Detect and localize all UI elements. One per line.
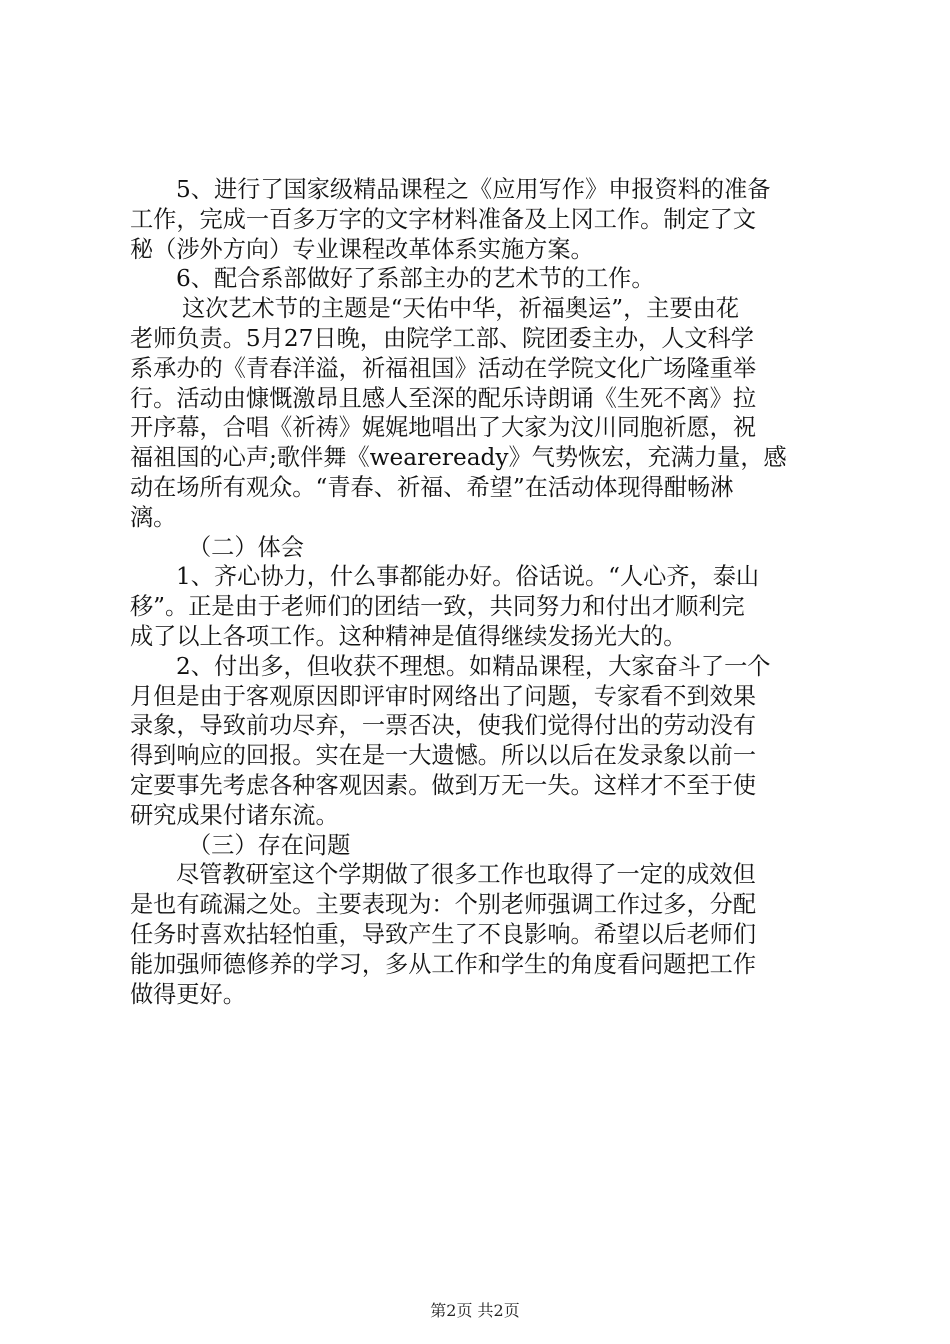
text-line: 行。活动由慷慨激昂且感人至深的配乐诗朗诵《生死不离》拉 — [130, 384, 757, 412]
text-line: 得到响应的回报。实在是一大遗憾。所以以后在发录象以前一 — [130, 742, 757, 770]
text-line: 定要事先考虑各种客观因素。做到万无一失。这样才不至于使 — [130, 771, 757, 799]
text-line: 尽管教研室这个学期做了很多工作也取得了一定的成效但 — [176, 861, 756, 889]
text-line: 福祖国的心声;歌伴舞《weareready》气势恢宏，充满力量，感 — [130, 444, 787, 472]
text-line: （三）存在问题 — [188, 831, 351, 859]
text-line: 能加强师德修养的学习，多从工作和学生的角度看问题把工作 — [130, 950, 757, 978]
text-line: 做得更好。 — [130, 980, 246, 1008]
text-line: 移”。正是由于老师们的团结一致，共同努力和付出才顺利完 — [130, 593, 745, 621]
text-line: 月但是由于客观原因即评审时网络出了问题，专家看不到效果 — [130, 682, 757, 710]
text-line: 1、齐心协力，什么事都能办好。俗话说。“人心齐，泰山 — [176, 563, 760, 591]
text-line: 老师负责。5月27日晚，由院学工部、院团委主办，人文科学 — [130, 324, 754, 352]
text-line: 2、付出多，但收获不理想。如精品课程，大家奋斗了一个 — [176, 652, 771, 680]
text-line: 成了以上各项工作。这种精神是值得继续发扬光大的。 — [130, 622, 687, 650]
text-line: 研究成果付诸东流。 — [130, 801, 339, 829]
page-footer: 第2页 共2页 — [430, 1301, 520, 1320]
text-line: 系承办的《青春洋溢，祈福祖国》活动在学院文化广场隆重举 — [130, 354, 757, 382]
text-line: 6、配合系部做好了系部主办的艺术节的工作。 — [176, 265, 655, 293]
text-line: 5、进行了国家级精品课程之《应用写作》申报资料的准备 — [176, 176, 771, 203]
text-line: 漓。 — [130, 503, 177, 531]
text-line: 是也有疏漏之处。主要表现为：个别老师强调工作过多，分配 — [130, 891, 757, 919]
text-line: 录象，导致前功尽弃，一票否决，使我们觉得付出的劳动没有 — [130, 712, 757, 740]
text-line: 这次艺术节的主题是“天佑中华，祈福奥运”，主要由花 — [182, 295, 740, 323]
text-line: 任务时喜欢拈轻怕重，导致产生了不良影响。希望以后老师们 — [130, 920, 757, 948]
text-line: 工作，完成一百多万字的文字材料准备及上冈工作。制定了文 — [130, 205, 757, 233]
text-line: （二）体会 — [188, 533, 304, 561]
text-line: 开序幕，合唱《祈祷》娓娓地唱出了大家为汶川同胞祈愿，祝 — [130, 414, 757, 442]
document-body — [130, 175, 830, 1009]
text-line: 秘（涉外方向）专业课程改革体系实施方案。 — [130, 235, 594, 263]
text-line: 动在场所有观众。“青春、祈福、希望”在活动体现得酣畅淋 — [130, 473, 734, 501]
